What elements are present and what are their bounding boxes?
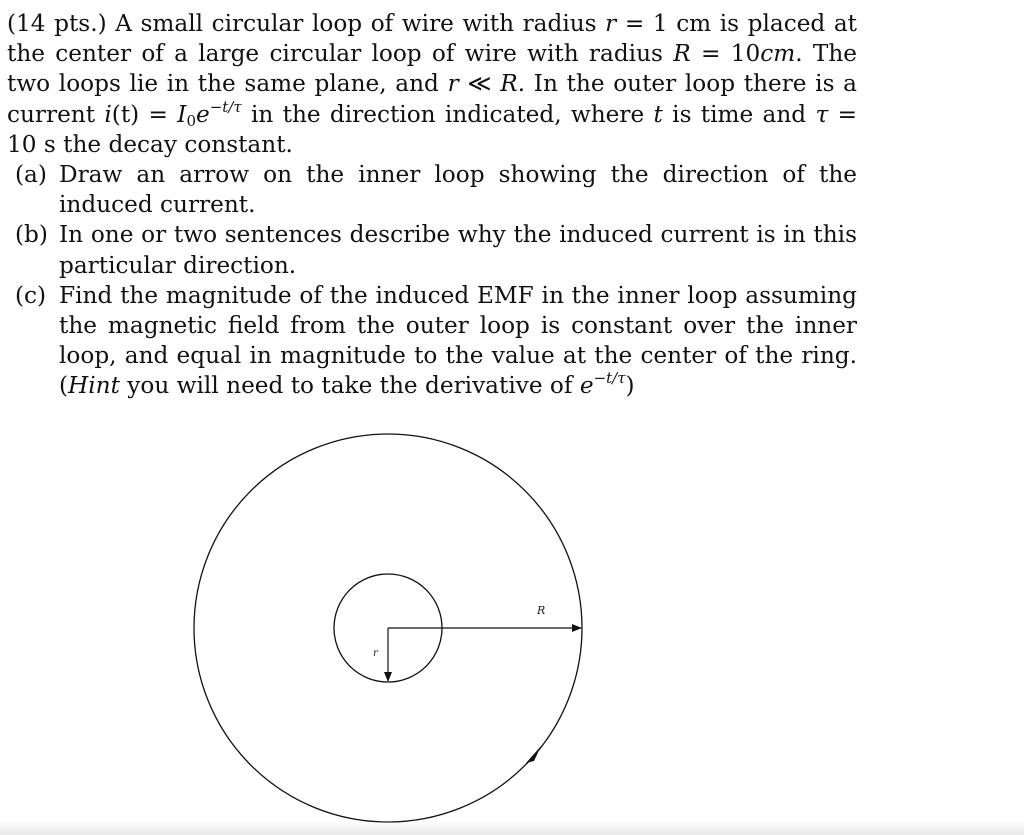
part-label: (b) <box>15 221 48 249</box>
intro-text-7: is time and <box>662 100 816 128</box>
symbol-cm: cm <box>760 40 796 68</box>
intro-text-2: 1 cm is placed at the center of a large circular loop of wire with radius <box>7 10 858 68</box>
intro-text-1: (14 pts.) A small circular loop of wire with radius <box>7 10 606 37</box>
close-paren: ) <box>625 372 635 400</box>
much-less-sign: ≪ <box>458 70 501 98</box>
symbol-i: i <box>104 100 112 128</box>
equals-sign: = <box>690 40 731 68</box>
intro-text-8: 10 s the decay constant. <box>7 130 293 158</box>
symbol-e: e <box>579 372 594 400</box>
equals-sign: = <box>139 100 178 128</box>
intro-text-3: 10 <box>730 40 761 68</box>
symbol-t-paren: (t) <box>111 100 140 128</box>
symbol-t: t <box>653 100 663 128</box>
equals-sign: = <box>616 10 653 37</box>
current-direction-arrow <box>526 746 541 763</box>
bottom-shadow <box>0 821 1024 835</box>
equals-sign: = <box>828 100 858 128</box>
label-r: r <box>373 648 378 659</box>
part-label: (a) <box>15 161 47 189</box>
hint-word: Hint <box>68 372 120 400</box>
intro-text-5: . In the outer loop there is a current <box>7 70 857 128</box>
symbol-r: r <box>605 10 617 37</box>
intro-text-6: in the direction indicated, where <box>241 100 654 128</box>
part-label: (c) <box>15 281 47 309</box>
label-R: R <box>537 604 546 617</box>
part-text-2: you will need to take the derivative of <box>119 372 580 400</box>
symbol-R: R <box>673 40 691 68</box>
part-text: In one or two sentences describe why the induced current is in this particular direction. <box>59 221 857 279</box>
exponent: −t/τ <box>209 97 242 116</box>
symbol-r: r <box>447 70 459 98</box>
subscript-zero: 0 <box>186 111 196 130</box>
part-text: Draw an arrow on the inner loop showing the direction of the induced current. <box>59 161 857 219</box>
exponent: −t/τ <box>593 369 626 388</box>
symbol-R: R <box>500 70 518 98</box>
symbol-I: I <box>177 100 187 128</box>
symbol-e: e <box>195 100 210 128</box>
part-text: Find the magnitude of the induced EMF in the inner loop assuming the magnetic field from the outer loop is constant over the inner loop, and equal in magnitude to the value at the center of the ring. ( <box>59 281 857 400</box>
symbol-tau: τ <box>815 100 829 128</box>
intro-text-4: . The two loops lie in the same plane, and <box>7 40 857 98</box>
